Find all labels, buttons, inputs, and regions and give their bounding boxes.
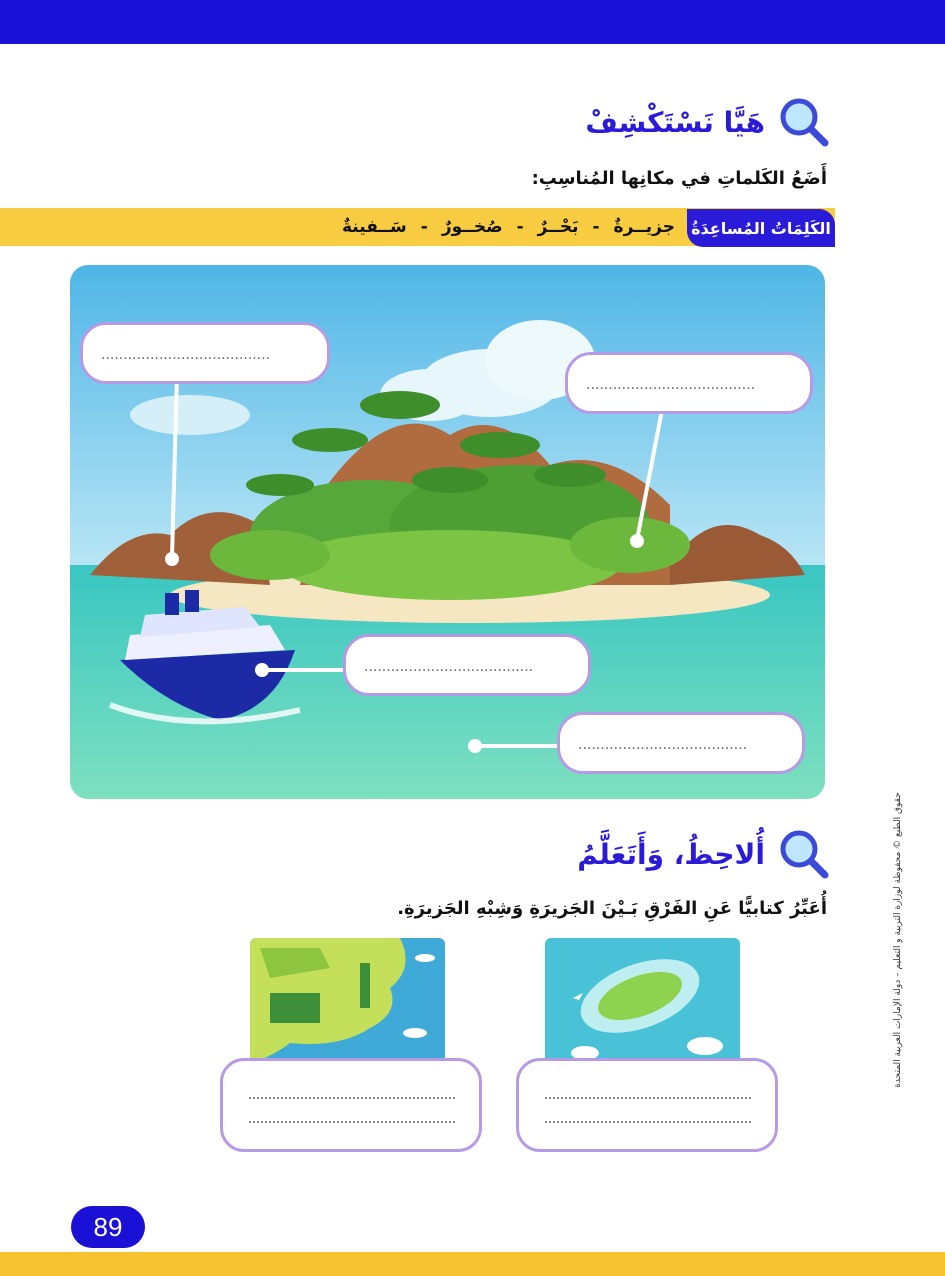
section-title-observe-learn: أُلاحِظُ، وَأَتَعَلَّمُ — [577, 838, 765, 871]
helper-word: جزيــرةٌ — [613, 217, 675, 237]
top-color-bar — [0, 0, 945, 44]
answer-box-rocks[interactable] — [80, 322, 330, 384]
answer-box-sea[interactable] — [557, 712, 805, 774]
magnifier-icon — [778, 96, 830, 148]
helper-words-label: الكَلِمَاتُ المُساعِدَةُ — [687, 209, 835, 247]
page-number: 89 — [71, 1206, 145, 1248]
helper-words-list — [342, 217, 675, 237]
instruction-write-difference: أُعَبِّرُ كتابيًّا عَنِ الفَرْقِ بَـيْنَ الجَزيرَةِ وَشِبْهِ الجَزيرَةِ. — [397, 898, 827, 919]
answer-box-ship[interactable] — [343, 634, 591, 696]
helper-word: بَحْــرٌ — [537, 217, 579, 237]
answer-box-island[interactable] — [565, 352, 813, 414]
instruction-place-words: أَضَعُ الكَلماتِ في مكانِها المُناسِبِ: — [531, 168, 827, 189]
answer-placeholder: ...................................... — [364, 659, 534, 675]
word-separator: - — [516, 217, 524, 237]
answer-placeholder: ...................................... — [578, 737, 748, 753]
copyright-text: حقوق الطبع © محفوظة لوزارة التربية و التعليم – دولة الإمارات العربية المتحدة — [893, 792, 903, 1088]
magnifier-icon — [778, 828, 830, 880]
writing-line — [249, 1097, 455, 1099]
bottom-color-bar — [0, 1252, 945, 1276]
helper-word: سَــفينةٌ — [342, 217, 407, 237]
copyright-notice — [889, 792, 907, 1088]
writing-line — [249, 1121, 455, 1123]
word-separator: - — [592, 217, 600, 237]
word-separator: - — [420, 217, 428, 237]
writing-line — [545, 1121, 751, 1123]
answer-placeholder: ...................................... — [586, 377, 756, 393]
helper-word: صُخــورٌ — [441, 217, 503, 237]
answer-placeholder: ...................................... — [101, 347, 271, 363]
writing-line — [545, 1097, 751, 1099]
peninsula-map-image — [250, 938, 445, 1068]
section-title-explore: هَيَّا نَسْتَكْشِفْ — [585, 106, 765, 139]
write-box-peninsula[interactable] — [220, 1058, 482, 1152]
write-box-island[interactable] — [516, 1058, 778, 1152]
island-map-image — [545, 938, 740, 1068]
